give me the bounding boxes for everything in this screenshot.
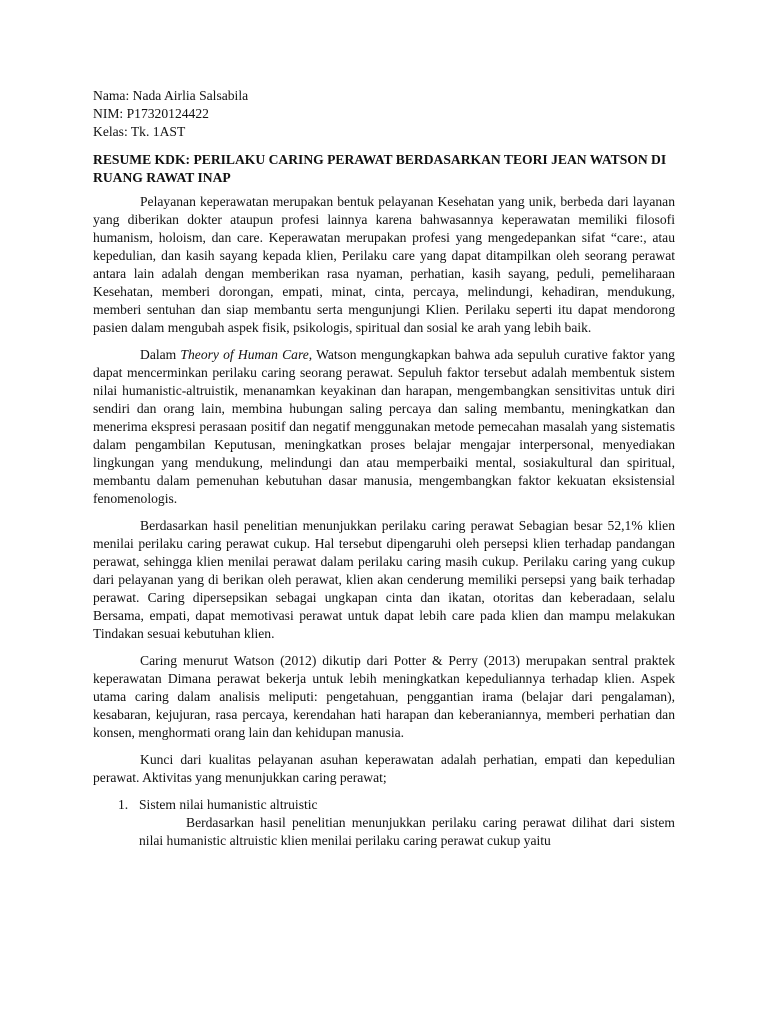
document-body [93, 193, 675, 850]
student-nim: NIM: P17320124422 [93, 106, 209, 121]
paragraph-2-rest: , Watson mengungkapkan bahwa ada sepuluh curative faktor yang dapat mencerminkan perilaku caring seorang perawat. Sepuluh faktor tersebut adalah membentuk sistem nilai humanistic-altruistik, menanamkan keyakinan dan harapan, mengembangkan sensitivitas untuk diri sendiri dan orang lain, membina hubungan saling percaya dan saling membantu, meningkatkan dan menerima ekspresi perasaan positif dan negatif menggunakan metode pemecahan masalah yang sistematis dalam pengambilan Keputusan, meningkatkan proses belajar mengajar interpersonal, menyediakan lingkungan yang mendukung, melindungi dan atau memperbaiki mental, sosiakultural dan spiritual, membantu dalam pemenuhan kebutuhan dasar manusia, mengembangkan faktor kekuatan eksistensial fenomenologis. [93, 347, 675, 506]
paragraph-4: Caring menurut Watson (2012) dikutip dari Potter & Perry (2013) merupakan sentral praktek keperawatan Dimana perawat bekerja untuk lebih meningkatkan kepeduliannya terhadap klien. Aspek utama caring dalam analisis meliputi: pengetahuan, penggantian irama (belajar dari pengalaman), kesabaran, kejujuran, rasa percaya, kerendahan hati harapan dan keberaniannya, memberi perhatian dan konsen, menghormati orang lain dan kehidupan manusia. [93, 653, 675, 740]
paragraph-5: Kunci dari kualitas pelayanan asuhan keperawatan adalah perhatian, empati dan kepedulian perawat. Aktivitas yang menunjukkan caring perawat; [93, 752, 675, 785]
student-info [93, 87, 248, 141]
list-item-text: Berdasarkan hasil penelitian menunjukkan perilaku caring perawat dilihat dari sistem nilai humanistic altruistic klien menilai perilaku caring perawat cukup yaitu [139, 815, 675, 848]
paragraph-2-lead: Dalam [140, 347, 181, 362]
paragraph-3: Berdasarkan hasil penelitian menunjukkan perilaku caring perawat Sebagian besar 52,1% klien menilai perilaku caring perawat cukup. Hal tersebut dipengaruhi oleh persepsi klien terhadap pandangan perawat, sehingga klien menilai perawat dalam perilaku caring masih cukup. Perilaku caring yang cukup dari pelayanan yang di berikan oleh perawat, klien akan cenderung memiliki persepsi yang baik terhadap perawat. Caring dipersepsikan sebagai ungkapan cinta dan ikatan, otoritas dan keberadaan, selalu Bersama, empati, dapat memotivasi perawat untuk dapat lebih care pada klien dan mampu melakukan Tindakan sesuai kebutuhan klien. [93, 518, 675, 641]
student-name: Nama: Nada Airlia Salsabila [93, 88, 249, 103]
document-title: RESUME KDK: PERILAKU CARING PERAWAT BERDASARKAN TEORI JEAN WATSON DI RUANG RAWAT INAP [93, 152, 667, 185]
paragraph-1: Pelayanan keperawatan merupakan bentuk pelayanan Kesehatan yang unik, berbeda dari layanan yang diberikan dokter ataupun profesi lainnya karena bahwasannya keperawatan memiliki filosofi humanism, holoism, dan care. Keperawatan merupakan profesi yang mengedepankan sifat “care:, atau kepedulian, dan kasih sayang kepada klien, Perilaku care yang dapat ditampilkan oleh seorang perawat antara lain adalah dengan memberikan rasa nyaman, perhatian, kasih sayang, peduli, pemeliharaan Kesehatan, memberi dorongan, empati, minat, cinta, percaya, melindungi, kehadiran, mendukung, memberi sentuhan dan siap membantu serta mengunjungi Klien. Perilaku seperti itu dapat mendorong pasien dalam mengubah aspek fisik, psikologis, spiritual dan sosial ke arah yang lebih baik. [93, 194, 675, 335]
list-item [93, 796, 675, 850]
list-item-body [139, 796, 675, 850]
paragraph-2 [93, 346, 675, 508]
theory-title: Theory of Human Care [180, 347, 309, 362]
activity-list [93, 796, 675, 850]
student-class: Kelas: Tk. 1AST [93, 124, 186, 139]
list-item-title: Sistem nilai humanistic altruistic [139, 797, 318, 812]
list-item-number: 1. [118, 797, 129, 812]
